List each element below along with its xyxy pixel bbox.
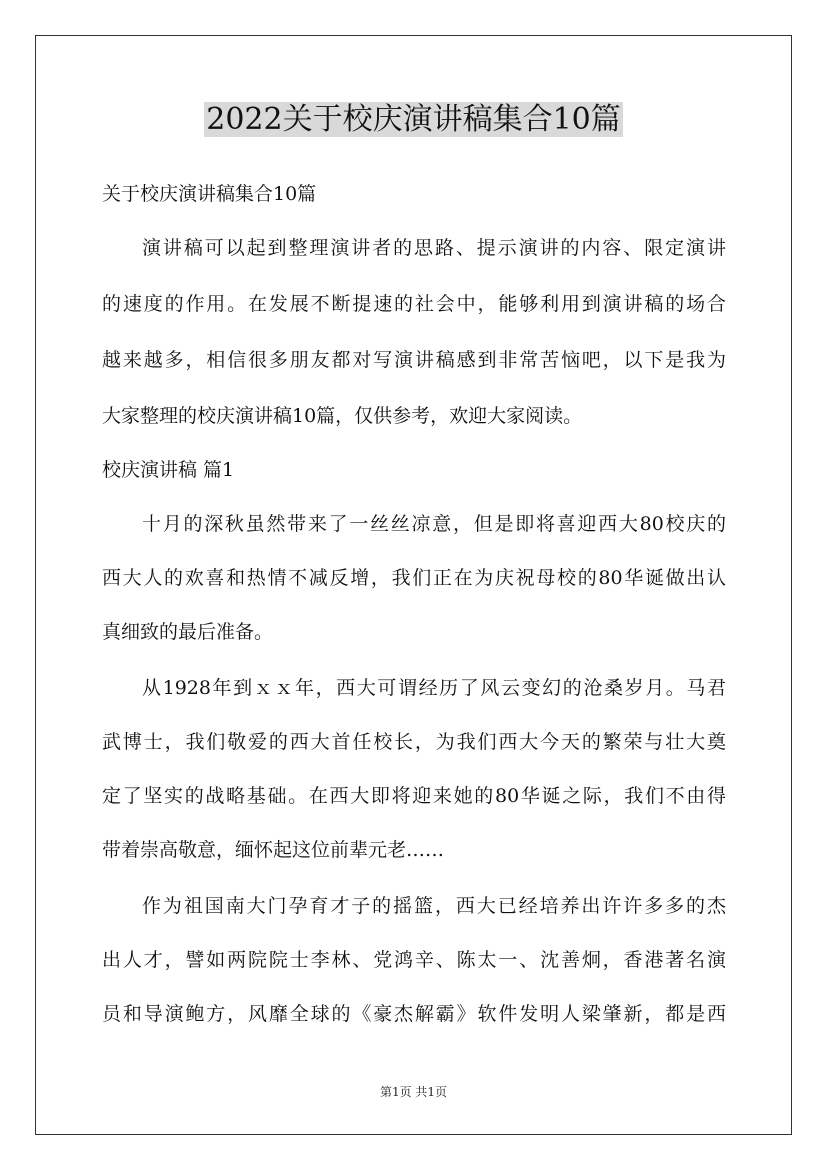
intro-line: 越来越多，相信很多朋友都对写演讲稿感到非常苦恼吧，以下是我为 bbox=[102, 349, 726, 371]
section-heading: 校庆演讲稿 篇1 bbox=[102, 459, 235, 481]
paragraph-line: 西大人的欢喜和热情不减反增，我们正在为庆祝母校的80华诞做出认 bbox=[102, 567, 726, 589]
paragraph-line: 定了坚实的战略基础。在西大即将迎来她的80华诞之际，我们不由得 bbox=[102, 785, 726, 807]
paragraph-2 bbox=[102, 670, 726, 868]
paragraph-line: 真细致的最后准备。 bbox=[102, 621, 274, 643]
paragraph-line: 十月的深秋虽然带来了一丝丝凉意，但是即将喜迎西大80校庆的 bbox=[142, 513, 726, 535]
paragraph-line: 作为祖国南大门孕育才子的摇篮，西大已经培养出许许多多的杰 bbox=[142, 895, 726, 917]
paragraph-1 bbox=[102, 506, 726, 650]
page-number-footer: 第1页 共1页 bbox=[379, 1085, 448, 1099]
paragraph-line: 带着崇高敬意，缅怀起这位前辈元老…… bbox=[102, 839, 445, 861]
paragraph-line: 从1928年到ｘｘ年，西大可谓经历了风云变幻的沧桑岁月。马君 bbox=[142, 677, 726, 699]
document-title-text: 2022关于校庆演讲稿集合10篇 bbox=[206, 102, 621, 137]
document-subtitle: 关于校庆演讲稿集合10篇 bbox=[102, 183, 317, 205]
intro-line: 演讲稿可以起到整理演讲者的思路、提示演讲的内容、限定演讲 bbox=[142, 237, 726, 259]
intro-paragraph bbox=[102, 230, 726, 434]
document-title bbox=[0, 100, 827, 140]
paragraph-line: 出人才，譬如两院院士李林、党鸿辛、陈太一、沈善炯，香港著名演 bbox=[102, 949, 726, 971]
paragraph-line: 武博士，我们敬爱的西大首任校长，为我们西大今天的繁荣与壮大奠 bbox=[102, 731, 726, 753]
paragraph-3 bbox=[102, 888, 726, 1032]
intro-line: 的速度的作用。在发展不断提速的社会中，能够利用到演讲稿的场合 bbox=[102, 293, 726, 315]
paragraph-line: 员和导演鲍方，风靡全球的《豪杰解霸》软件发明人梁肇新，都是西 bbox=[102, 1003, 726, 1025]
intro-line: 大家整理的校庆演讲稿10篇，仅供参考，欢迎大家阅读。 bbox=[102, 405, 583, 427]
document-body bbox=[102, 176, 726, 1032]
